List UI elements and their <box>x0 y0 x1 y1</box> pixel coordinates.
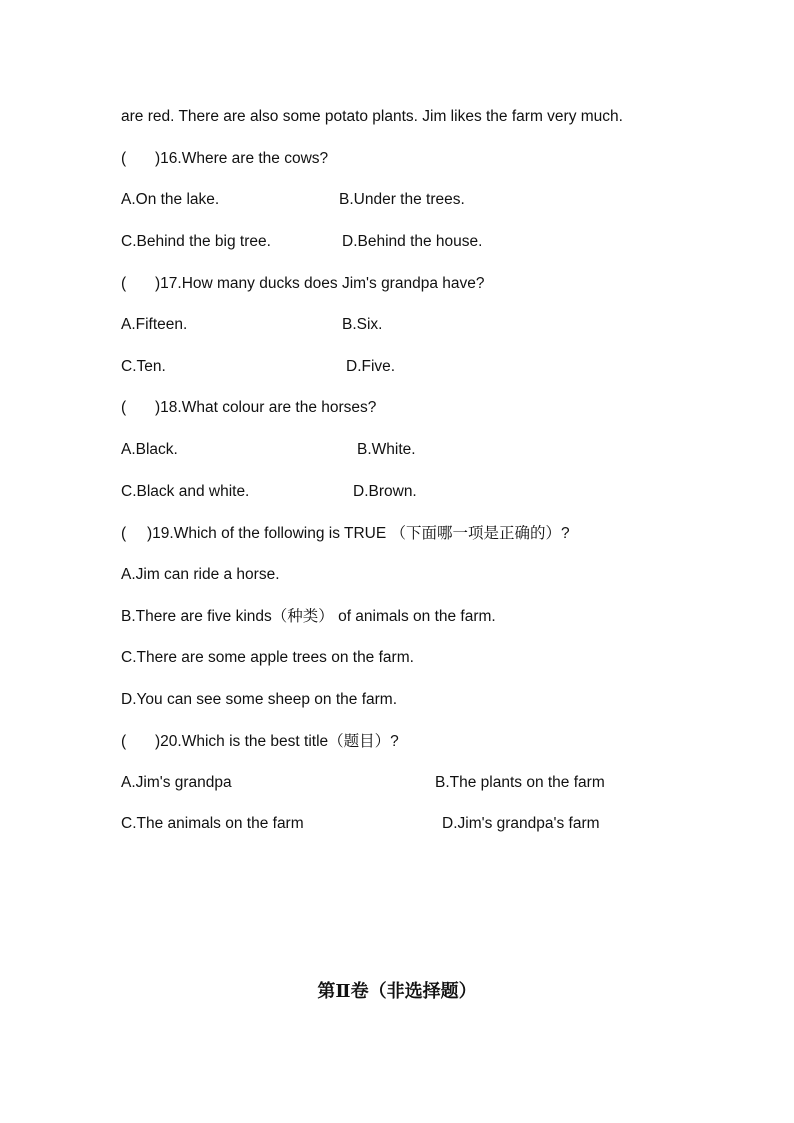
question-17-stem <box>121 274 485 294</box>
question-18-stem <box>121 398 376 418</box>
question-19-stem <box>121 524 570 544</box>
q19-option-a: A.Jim can ride a horse. <box>121 566 280 583</box>
q16-option-c: C.Behind the big tree. <box>121 233 271 250</box>
q18-option-b: B.White. <box>357 441 416 458</box>
section-title: 第Ⅱ卷（非选择题） <box>317 981 477 1002</box>
q19-option-b: B.There are five kinds（种类） of animals on the farm. <box>121 608 496 625</box>
q20-option-b: B.The plants on the farm <box>435 774 605 791</box>
q20-option-d: D.Jim's grandpa's farm <box>442 815 600 832</box>
question-18-text: )18.What colour are the horses? <box>155 399 377 416</box>
q16-option-a: A.On the lake. <box>121 191 220 208</box>
answer-paren: ( <box>121 150 127 167</box>
question-20-text: )20.Which is the best title（题目）? <box>155 733 399 750</box>
q16-option-d: D.Behind the house. <box>342 233 483 250</box>
question-16-stem <box>121 149 328 169</box>
question-17-text: )17.How many ducks does Jim's grandpa have? <box>155 275 485 292</box>
q18-option-a: A.Black. <box>121 441 178 458</box>
answer-paren: ( <box>121 733 127 750</box>
passage-end: are red. There are also some potato plants. Jim likes the farm very much. <box>121 108 623 125</box>
q17-option-a: A.Fifteen. <box>121 316 188 333</box>
q17-option-d: D.Five. <box>346 358 396 375</box>
question-20-stem <box>121 732 399 752</box>
q20-option-c: C.The animals on the farm <box>121 815 304 832</box>
q20-option-a: A.Jim's grandpa <box>121 774 232 791</box>
answer-paren: ( <box>121 399 127 416</box>
question-16-text: )16.Where are the cows? <box>155 150 329 167</box>
question-19-text: )19.Which of the following is TRUE （下面哪一项是正确的）? <box>147 525 570 542</box>
q17-option-b: B.Six. <box>342 316 383 333</box>
answer-paren: ( <box>121 275 127 292</box>
q17-option-c: C.Ten. <box>121 358 166 375</box>
q18-option-c: C.Black and white. <box>121 483 250 500</box>
answer-paren: ( <box>121 525 127 542</box>
q16-option-b: B.Under the trees. <box>339 191 465 208</box>
q18-option-d: D.Brown. <box>353 483 417 500</box>
q19-option-c: C.There are some apple trees on the farm. <box>121 649 414 666</box>
q19-option-d: D.You can see some sheep on the farm. <box>121 691 398 708</box>
